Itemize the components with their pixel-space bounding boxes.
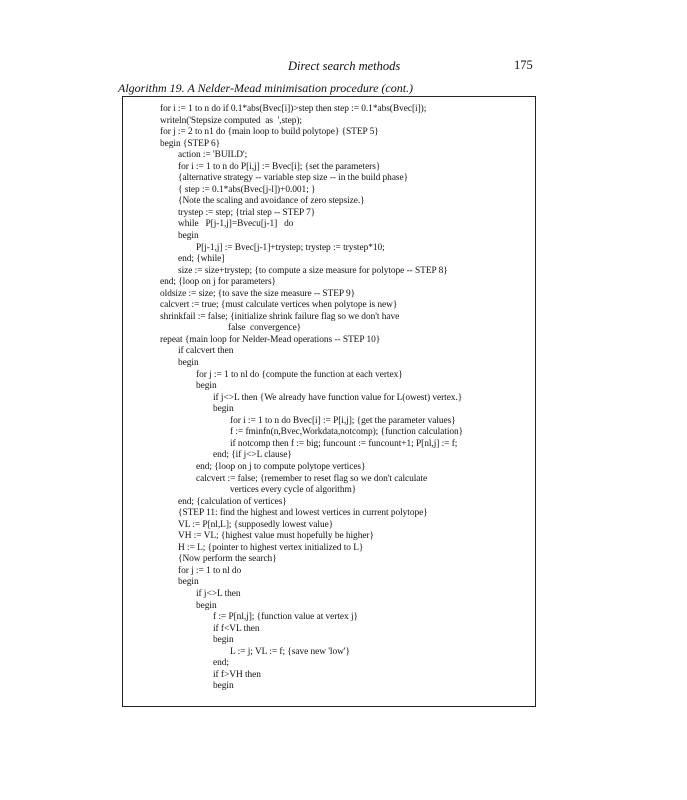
code-line: VL := P[nl,L]; {supposedly lowest value} xyxy=(178,519,334,530)
code-line: VH := VL; {highest value must hopefully be higher} xyxy=(178,531,374,542)
code-line: shrinkfail := false; {initialize shrink failure flag so we don't have xyxy=(160,311,400,322)
code-line: f := fminfn(n,Bvec,Workdata,notcomp); {function calculation} xyxy=(230,427,464,438)
code-line: if j<>L then {We already have function value for L(owest) vertex.} xyxy=(213,392,463,403)
code-line: calcvert := true; {must calculate vertices when polytope is new} xyxy=(160,300,398,311)
code-line: end; xyxy=(213,658,229,669)
code-line: if j<>L then xyxy=(196,588,241,599)
code-line: calcvert := false; {remember to reset flag so we don't calculate xyxy=(196,473,428,484)
code-line: end; {loop on j for parameters} xyxy=(160,277,277,288)
code-line: begin xyxy=(178,577,199,588)
code-line: for i := 1 to n do if 0.1*abs(Bvec[i])>step then step := 0.1*abs(Bvec[i]); xyxy=(160,104,427,114)
code-line: P[j-1,j] := Bvec[j-1]+trystep; trystep := trystep*10; xyxy=(196,242,385,253)
code-line: writeln('Stepsize computed as ',step); xyxy=(160,115,302,126)
code-line: begin xyxy=(213,681,234,692)
code-line: end; {while] xyxy=(178,254,225,265)
code-line: begin xyxy=(213,404,234,415)
code-line: for i := 1 to n do Bvec[i] := P[i,j]; {get the parameter values} xyxy=(230,415,456,426)
code-line: end; {loop on j to compute polytope vertices} xyxy=(196,461,366,472)
code-line: end; {calculation of vertices} xyxy=(178,496,287,507)
code-line: vertices every cycle of algorithm} xyxy=(230,485,357,496)
code-line: if f<VL then xyxy=(213,623,260,634)
code-line: begin xyxy=(213,635,234,646)
code-line: if notcomp then f := big; funcount := funcount+1; P[nl,j] := f; xyxy=(230,438,458,449)
code-line: begin {STEP 6} xyxy=(160,138,221,149)
code-line: false convergence} xyxy=(228,323,302,334)
code-line: for j := 1 to nl do xyxy=(178,565,242,576)
code-line: if f>VH then xyxy=(213,669,261,680)
code-line: for j := 2 to n1 do {main loop to build polytope} {STEP 5} xyxy=(160,127,379,138)
code-line: L := j; VL := f; {save new 'low'} xyxy=(230,646,350,657)
code-line: begin xyxy=(196,381,217,392)
code-line: end; {if j<>L clause} xyxy=(213,450,292,461)
code-line: repeat {main loop for Nelder-Mead operations -- STEP 10} xyxy=(160,334,381,345)
algorithm-caption: Algorithm 19. A Nelder-Mead minimisation procedure (cont.) xyxy=(118,81,414,95)
code-line: trystep := step; {trial step -- STEP 7} xyxy=(178,207,316,218)
code-listing xyxy=(160,104,530,693)
code-line: begin xyxy=(178,231,199,242)
code-line: {Note the scaling and avoidance of zero stepsize.} xyxy=(178,196,365,207)
code-line: begin xyxy=(178,358,199,369)
code-line: {alternative strategy -- variable step size -- in the build phase} xyxy=(178,173,409,184)
code-line: begin xyxy=(196,600,217,611)
code-line: if calcvert then xyxy=(178,346,234,357)
code-line: oldsize := size; {to save the size measure -- STEP 9} xyxy=(160,288,356,299)
running-head-title: Direct search methods xyxy=(288,59,401,73)
code-line: for i := 1 to n do P[i,j] := Bvec[i]; {set the parameters} xyxy=(178,161,381,172)
code-line: {Now perform the search} xyxy=(178,554,277,565)
code-line: H := L; {pointer to highest vertex initialized to L} xyxy=(178,542,364,553)
code-line: for j := 1 to nl do {compute the function at each vertex} xyxy=(196,369,403,380)
code-line: while P[j-1,j]=Bvecu[j-1] do xyxy=(178,219,294,230)
code-line: { step := 0.1*abs(Bvec[j-l])+0.001; } xyxy=(178,184,316,195)
code-line: size := size+trystep; {to compute a size measure for polytope -- STEP 8} xyxy=(178,265,448,276)
code-line: action := 'BUILD'; xyxy=(178,150,248,161)
code-line: f := P[nl,j]; {function value at vertex j} xyxy=(213,612,358,623)
code-line: {STEP 11: find the highest and lowest vertices in current polytope} xyxy=(178,508,428,519)
page-number: 175 xyxy=(514,58,533,72)
